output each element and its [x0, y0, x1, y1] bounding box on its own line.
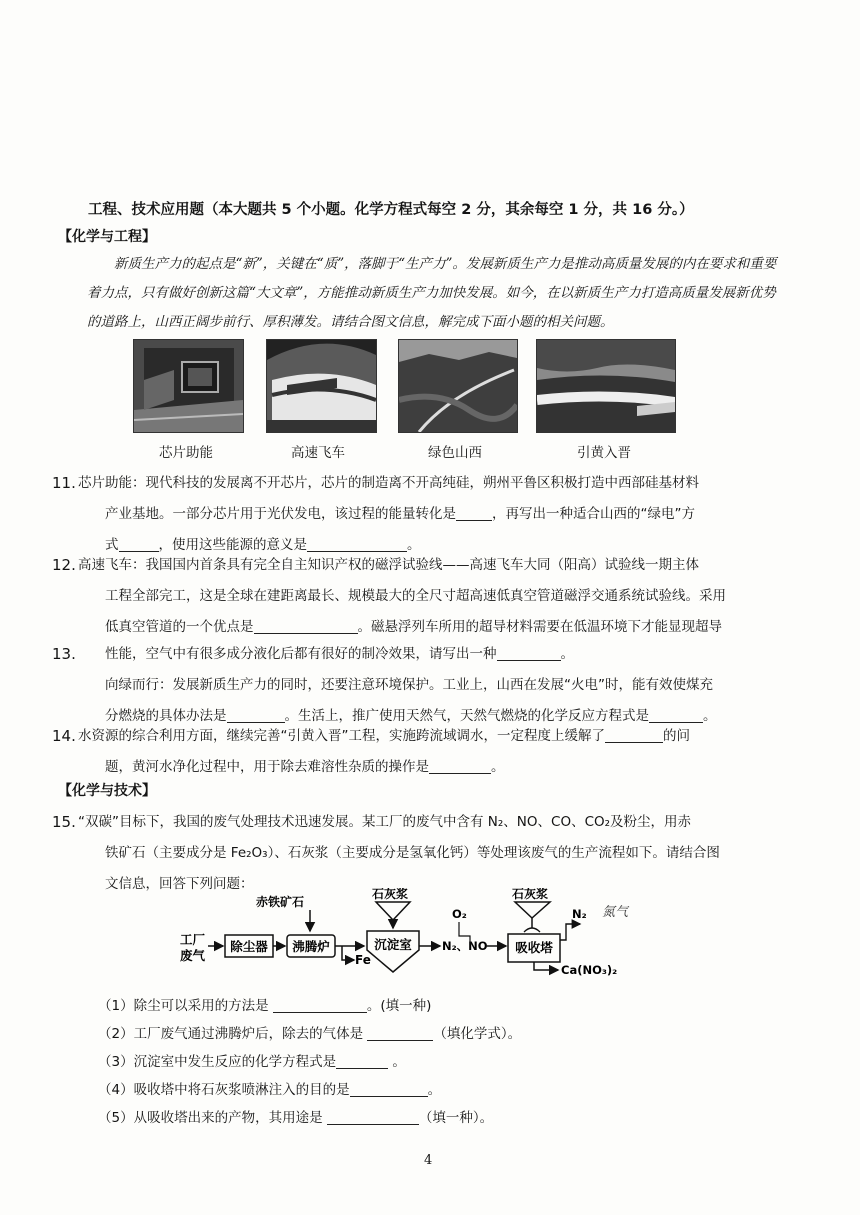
absorption-tower-label: 吸收塔	[515, 940, 553, 955]
question-number-15: 15.	[52, 813, 76, 831]
dust-collector-label: 除尘器	[230, 939, 268, 954]
nitrogen-formula-label: N₂	[572, 907, 587, 921]
answer-blank[interactable]	[254, 617, 358, 634]
settling-chamber-label: 沉淀室	[374, 937, 412, 952]
arrow	[560, 924, 580, 940]
q13-line-2: 向绿而行：发展新质生产力的同时，还要注意环境保护。工业上，山西在发展“火电”时，能有效使煤充	[105, 677, 713, 693]
caption-chip: 芯片助能	[159, 445, 213, 461]
oxygen-label: O₂	[452, 907, 467, 921]
handwritten-nitrogen-note: 氮气	[602, 905, 629, 920]
question-number-11: 11.	[52, 474, 76, 492]
q15-line-2: 铁矿石（主要成分是 Fe₂O₃）、石灰浆（主要成分是氢氧化钙）等处理该废气的生产流程如下。请结合图	[105, 845, 720, 861]
answer-blank[interactable]	[605, 726, 663, 743]
question-14	[78, 721, 778, 783]
q12-line-3: 低真空管道的一个优点是 。磁悬浮列车所用的超导材料需要在低温环境下才能显现超导	[105, 619, 722, 635]
q11-line-1: 芯片助能：现代科技的发展离不开芯片，芯片的制造离不开高纯硅，朔州平鲁区积极打造中西部硅基材料	[78, 475, 699, 491]
sub-question-3: （3）沉淀室中发生反应的化学方程式是 。	[98, 1054, 406, 1070]
answer-blank[interactable]	[273, 996, 367, 1013]
green-shanxi-photo	[398, 339, 518, 433]
section-title: 工程、技术应用题（本大题共 5 个小题。化学方程式每空 2 分，其余每空 1 分，共 16 分。）	[88, 202, 694, 218]
q14-line-2: 题，黄河水净化过程中，用于除去难溶性杂质的操作是 。	[105, 759, 505, 775]
calcium-nitrate-label: Ca(NO₃)₂	[561, 963, 618, 977]
sub-question-5: （5）从吸收塔出来的产物，其用途是 （填一种）。	[98, 1110, 494, 1126]
lime-hopper-2	[515, 902, 550, 918]
n2-no-label: N₂、NO	[442, 939, 488, 953]
q11-line-2: 产业基地。一部分芯片用于光伏发电，该过程的能量转化是 ，再写出一种适合山西的“绿电”方	[105, 506, 695, 522]
caption-green-shanxi: 绿色山西	[428, 445, 482, 461]
sub-question-1: （1）除尘可以采用的方法是 。(填一种)	[98, 998, 432, 1014]
furnace-label: 沸腾炉	[292, 939, 330, 954]
question-number-14: 14.	[52, 727, 76, 745]
q11-line-3: 式 ，使用这些能源的意义是 。	[105, 537, 421, 553]
arrow	[534, 962, 558, 970]
question-12	[78, 550, 778, 643]
lime-hopper-1	[376, 902, 410, 920]
answer-blank[interactable]	[336, 1052, 388, 1069]
chip-photo	[133, 339, 244, 433]
answer-blank[interactable]	[327, 1108, 419, 1125]
question-15	[78, 807, 778, 900]
caption-yellow-river: 引黄入晋	[577, 445, 631, 461]
q13-line-3: 分燃烧的具体办法是 。生活上，推广使用天然气，天然气燃烧的化学反应方程式是 。	[105, 708, 717, 724]
question-number-13: 13.	[52, 645, 76, 663]
q15-line-3: 文信息，回答下列问题：	[105, 876, 254, 892]
answer-blank[interactable]	[367, 1024, 433, 1041]
answer-blank[interactable]	[350, 1080, 428, 1097]
answer-blank[interactable]	[456, 504, 492, 521]
q12-line-1: 高速飞车：我国国内首条具有完全自主知识产权的磁浮试验线——高速飞车大同（阳高）试验线一期主体	[78, 557, 699, 573]
page-number: 4	[424, 1153, 433, 1168]
q15-line-1: “双碳”目标下，我国的废气处理技术迅速发展。某工厂的废气中含有 N₂、NO、CO、CO₂及粉尘，用赤	[78, 814, 692, 830]
input-label-line2: 废气	[180, 948, 206, 963]
question-number-12: 12.	[52, 556, 76, 574]
question-13	[78, 639, 778, 732]
train-photo	[266, 339, 377, 433]
q13-line-1: 性能，空气中有很多成分液化后都有很好的制冷效果，请写出一种 。	[105, 646, 574, 662]
section-heading-technology: 【化学与技术】	[58, 783, 156, 799]
intro-paragraph: 新质生产力的起点是“新”，关键在“质”，落脚于“生产力”。发展新质生产力是推动高质量发展的内在要求和重要着力点，只有做好创新这篇“大文章”，方能推动新质生产力加快发展。如今，在以新质生产力打造高质量发展新优势的道路上，山西正阔步前行、厚积薄发。请结合图文信息，解完成下面小题的相关问题。	[87, 256, 777, 330]
question-11	[78, 468, 778, 561]
sub-question-4: （4）吸收塔中将石灰浆喷淋注入的目的是 。	[98, 1082, 442, 1098]
spray-nozzle-icon	[524, 928, 540, 932]
answer-blank[interactable]	[429, 757, 491, 774]
sub-question-2: （2）工厂废气通过沸腾炉后，除去的气体是 （填化学式）。	[98, 1026, 522, 1042]
q14-line-1: 水资源的综合利用方面，继续完善“引黄入晋”工程，实施跨流域调水，一定程度上缓解了 的问	[78, 728, 690, 744]
process-flow-diagram	[170, 888, 690, 980]
iron-label: Fe	[355, 953, 371, 967]
hematite-label: 赤铁矿石	[256, 895, 305, 909]
section-heading-engineering: 【化学与工程】	[58, 229, 156, 245]
lime-slurry-label-1: 石灰浆	[372, 888, 409, 901]
q12-line-2: 工程全部完工，这是全球在建距离最长、规模最大的全尺寸超高速低真空管道磁浮交通系统试验线。采用	[105, 588, 726, 604]
lime-slurry-label-2: 石灰浆	[512, 888, 549, 901]
caption-train: 高速飞车	[291, 445, 345, 461]
answer-blank[interactable]	[497, 644, 561, 661]
yellow-river-photo	[536, 339, 676, 433]
input-label-line1: 工厂	[180, 932, 206, 947]
arrow	[342, 946, 354, 960]
